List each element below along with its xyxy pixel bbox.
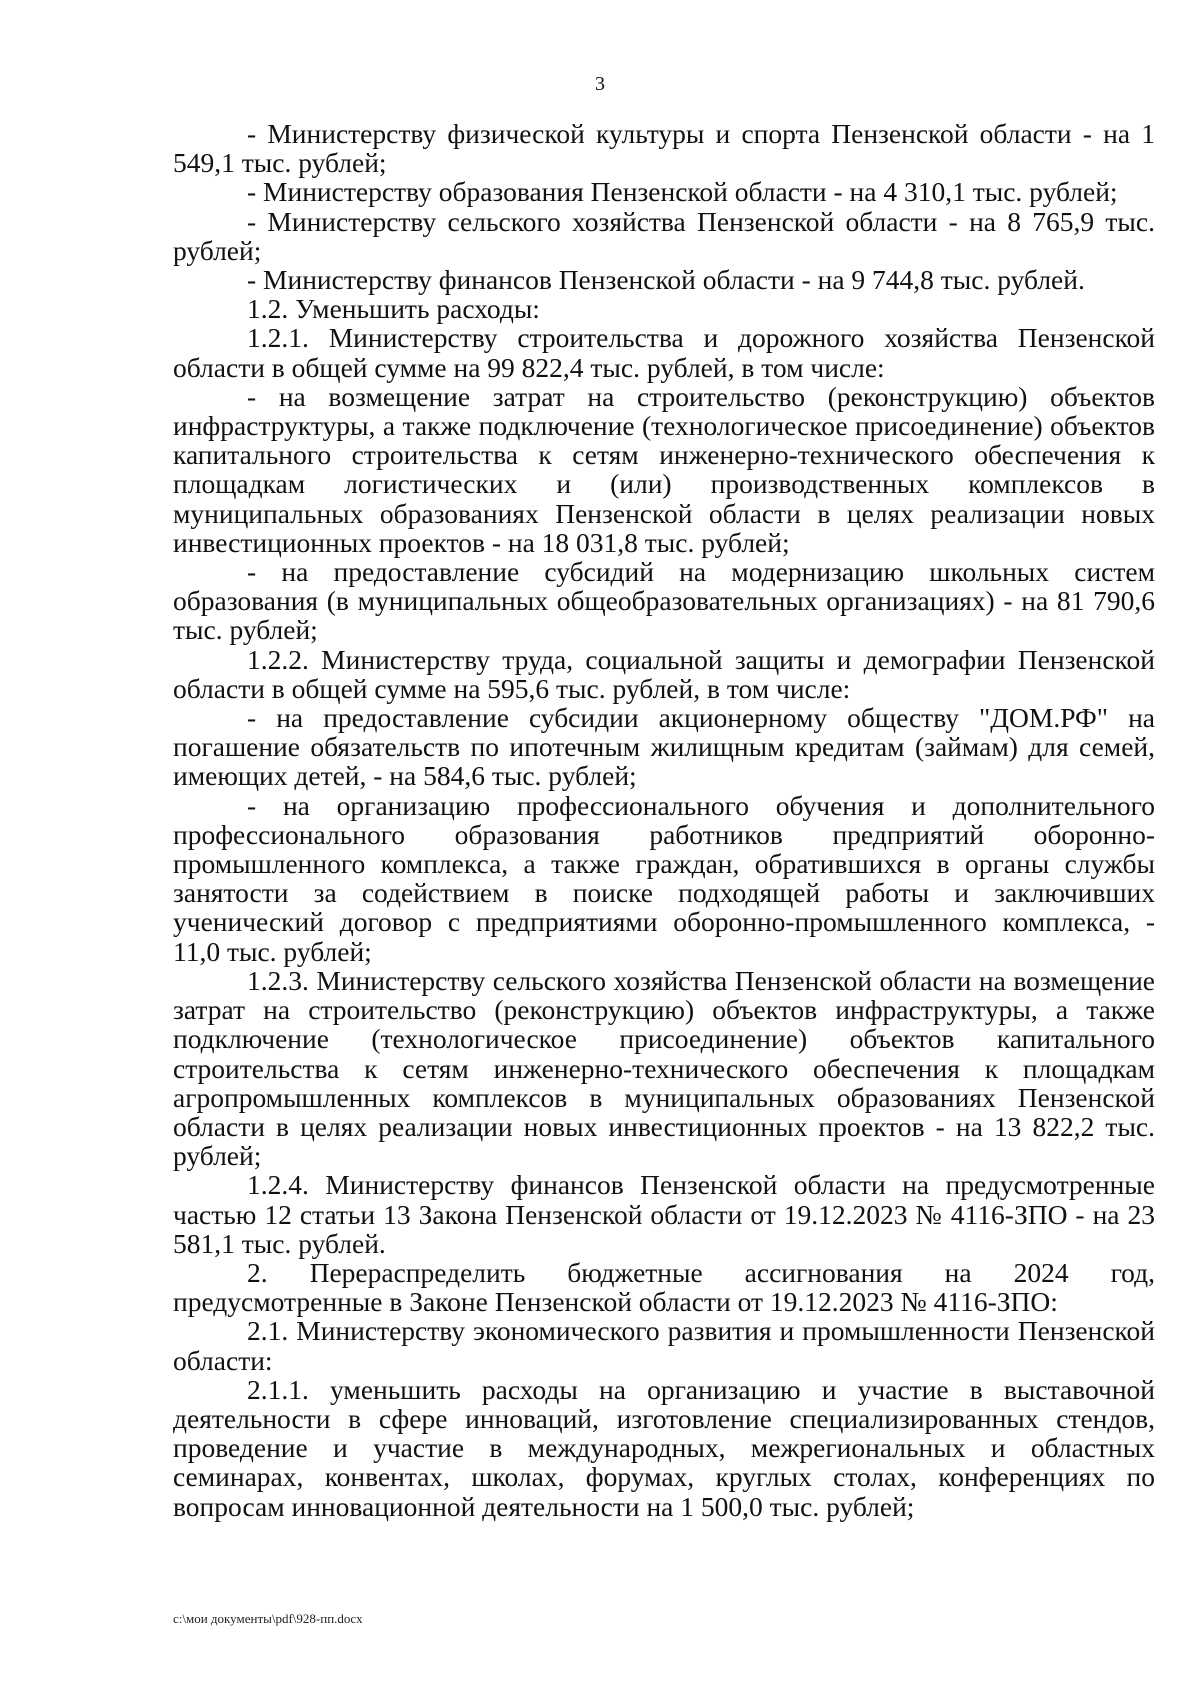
- paragraph: - на предоставление субсидий на модернизацию школьных систем образования (в муниципальных общеобразовательных организациях) - на 81 790,6 тыс. рублей;: [173, 556, 1155, 646]
- paragraph: - на предоставление субсидии акционерному обществу "ДОМ.РФ" на погашение обязательств по ипотечным жилищным кредитам (займам) для семей, имеющих детей, - на 584,6 тыс. рублей;: [173, 702, 1155, 792]
- paragraph: - Министерству физической культуры и спорта Пензенской области - на 1 549,1 тыс. рублей;: [173, 118, 1155, 179]
- paragraph: - Министерству сельского хозяйства Пензенской области - на 8 765,9 тыс. рублей;: [173, 205, 1155, 266]
- paragraph: - Министерству образования Пензенской области - на 4 310,1 тыс. рублей;: [247, 176, 1118, 208]
- paragraph: 1.2.2. Министерству труда, социальной защиты и демографии Пензенской области в общей сумме на 595,6 тыс. рублей, в том числе:: [173, 643, 1155, 704]
- paragraph: 2. Перераспределить бюджетные ассигнования на 2024 год, предусмотренные в Законе Пензенской области от 19.12.2023 № 4116-ЗПО:: [173, 1256, 1155, 1318]
- paragraph: 1.2.1. Министерству строительства и дорожного хозяйства Пензенской области в общей сумме на 99 822,4 тыс. рублей, в том числе:: [173, 322, 1155, 383]
- paragraph: - на организацию профессионального обучения и дополнительного профессионального образования работников предприятий оборонно-промышленного комплекса, а также граждан, обратившихся в органы службы занятости за содействием в поиске подходящей работы и заключивших ученический договор с предприятиями оборонно-промышленного комплекса, - 11,0 тыс. рублей;: [173, 789, 1155, 967]
- paragraph: - Министерству финансов Пензенской области - на 9 744,8 тыс. рублей.: [247, 264, 1085, 296]
- paragraph: 1.2.3. Министерству сельского хозяйства Пензенской области на возмещение затрат на строительство (реконструкцию) объектов инфраструктуры, а также подключение (технологическое присоединение) объектов капитального строительства к сетям инженерно-технического обеспечения к площадкам агропромышленных комплексов в муниципальных образованиях Пензенской области в целях реализации новых инвестиционных проектов - на 13 822,2 тыс. рублей;: [173, 964, 1155, 1172]
- paragraph: 1.2. Уменьшить расходы:: [247, 293, 540, 325]
- paragraph: - на возмещение затрат на строительство (реконструкцию) объектов инфраструктуры, а также подключение (технологическое присоединение) объектов капитального строительства к сетям инженерно-технического обеспечения к площадкам логистических и (или) производственных комплексов в муниципальных образованиях Пензенской области в целях реализации новых инвестиционных проектов - на 18 031,8 тыс. рублей;: [173, 380, 1155, 558]
- page-number: 3: [595, 73, 605, 95]
- paragraph: 1.2.4. Министерству финансов Пензенской области на предусмотренные частью 12 статьи 13 Закона Пензенской области от 19.12.2023 № 4116-ЗПО - на 23 581,1 тыс. рублей.: [173, 1169, 1155, 1259]
- file-path-footer: c:\мои документы\pdf\928-пп.docx: [173, 1611, 363, 1626]
- document-body: [173, 119, 1155, 1521]
- paragraph: 2.1.1. уменьшить расходы на организацию и участие в выставочной деятельности в сфере инноваций, изготовление специализированных стендов, проведение и участие в международных, межрегиональных и областных семинарах, конвентах, школах, форумах, круглых столах, конференциях по вопросам инновационной деятельности на 1 500,0 тыс. рублей;: [173, 1373, 1155, 1522]
- paragraph: 2.1. Министерству экономического развития и промышленности Пензенской области:: [173, 1315, 1155, 1376]
